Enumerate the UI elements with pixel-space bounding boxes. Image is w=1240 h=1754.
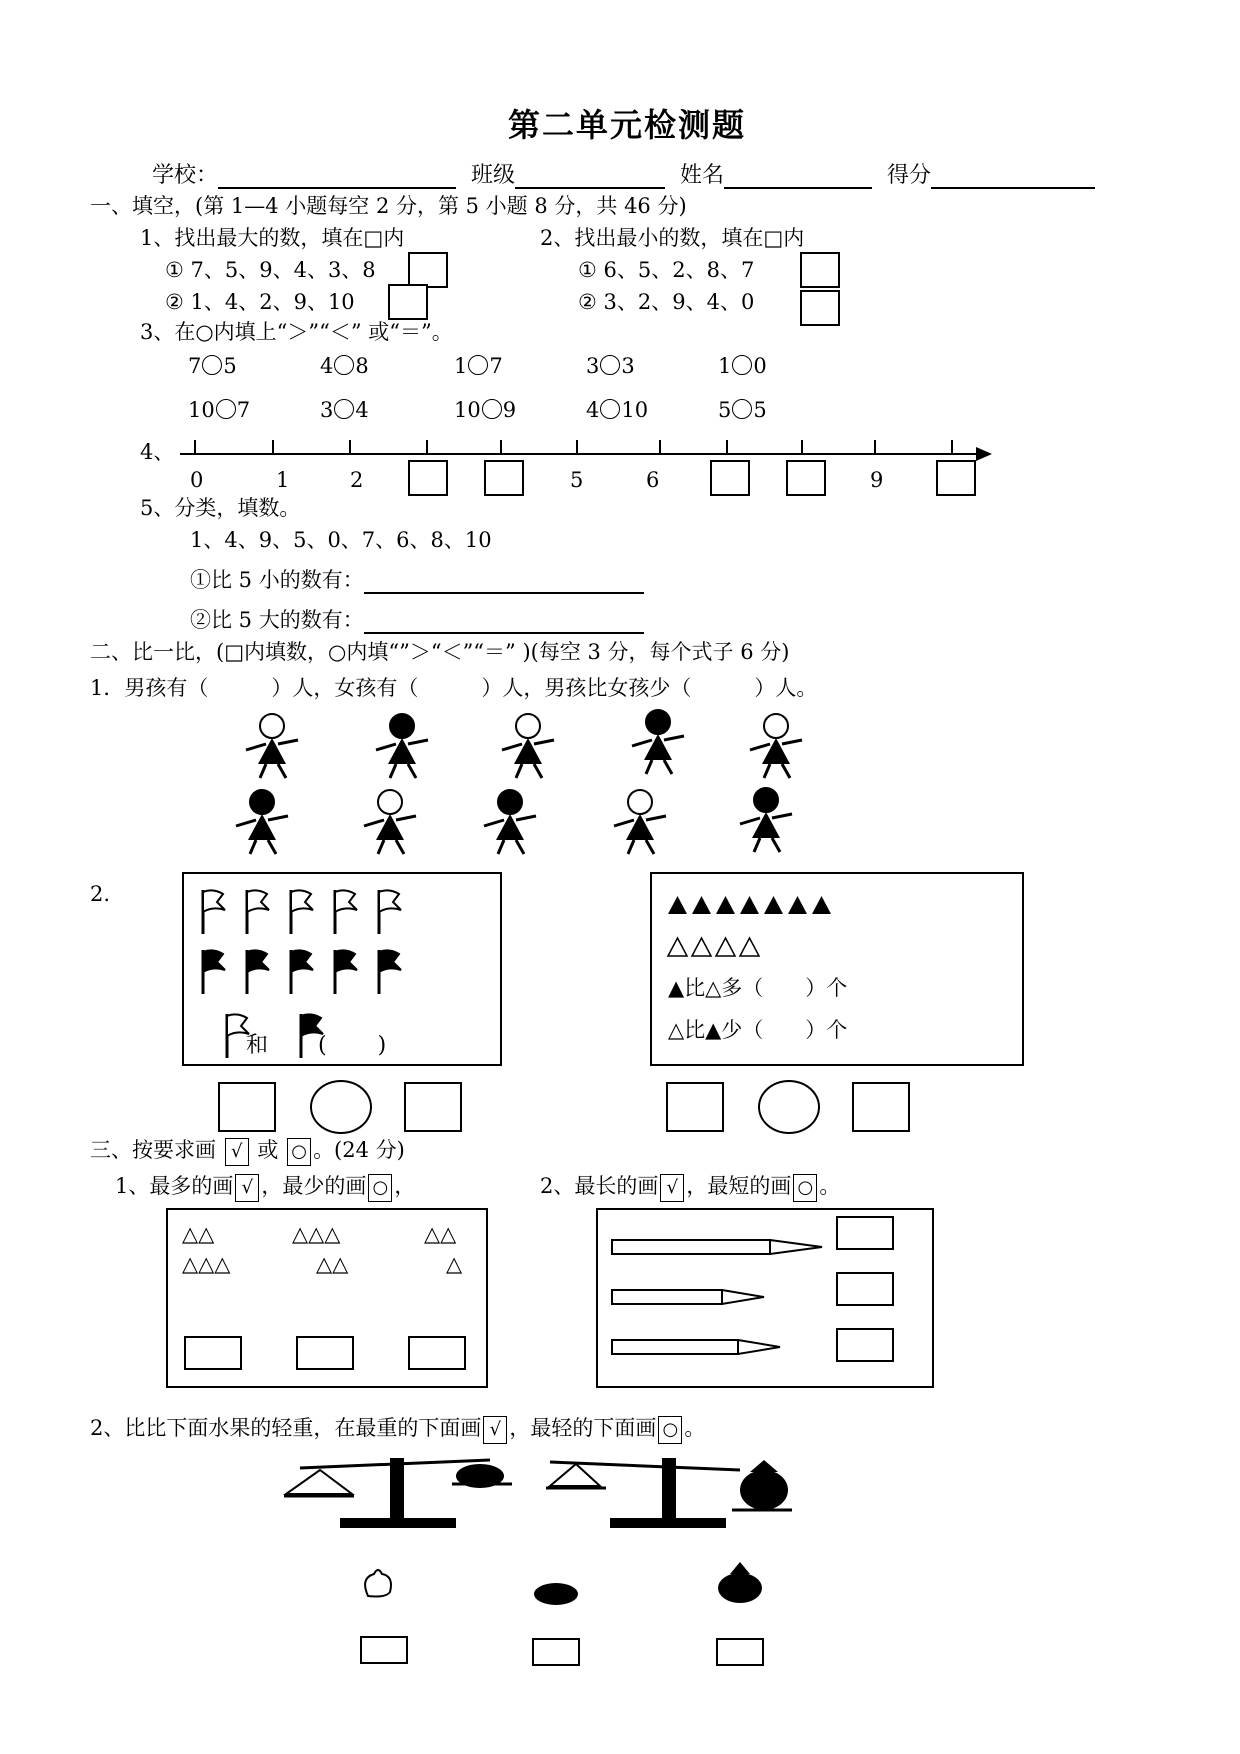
number-line-label: 0 xyxy=(190,468,204,492)
number-line-answer-box[interactable] xyxy=(710,460,750,496)
compare-right: 7 xyxy=(236,398,251,422)
compare-left: 4 xyxy=(320,354,334,378)
compare-item xyxy=(320,398,369,422)
filled-triangle-icon xyxy=(788,896,807,914)
compare-left: 10 xyxy=(454,398,481,422)
compare-left: 3 xyxy=(586,354,600,378)
boy-figure xyxy=(614,790,666,854)
fruit-answer-1[interactable] xyxy=(360,1636,408,1664)
q5-less-label: ①比 5 小的数有： xyxy=(190,564,644,594)
number-line-answer-box[interactable] xyxy=(408,460,448,496)
flag-and-text: 和 xyxy=(246,1033,269,1058)
tri-eq-box-left[interactable] xyxy=(666,1082,724,1132)
q1-a: ① 7、5、9、4、3、8 xyxy=(165,258,376,282)
check-symbol-box: √ xyxy=(235,1174,259,1202)
circle-symbol-box: ○ xyxy=(658,1416,682,1444)
filled-flag-icon xyxy=(247,950,269,994)
compare-left: 10 xyxy=(188,398,215,422)
compare-item xyxy=(320,354,369,378)
fruit-plum-icon xyxy=(532,1582,580,1606)
compare-circle[interactable] xyxy=(732,399,752,419)
number-line-answer-box[interactable] xyxy=(936,460,976,496)
q2-b-answer-box[interactable] xyxy=(800,290,840,326)
pencil-answer-3[interactable] xyxy=(836,1328,894,1362)
compare-item xyxy=(586,354,635,378)
number-line-answer-box[interactable] xyxy=(786,460,826,496)
q2-a-answer-box[interactable] xyxy=(800,252,840,288)
hollow-flag-icon xyxy=(247,890,269,934)
q1-a-answer-box[interactable] xyxy=(408,252,448,288)
girl-figure xyxy=(750,714,802,778)
compare-item xyxy=(454,398,516,422)
compare-left: 1 xyxy=(454,354,468,378)
section2-q1: 1．男孩有（ ）人，女孩有（ ）人，男孩比女孩少（ ）人。 xyxy=(90,676,818,700)
section2-q2-label: 2. xyxy=(90,882,111,906)
q5-greater-field[interactable] xyxy=(364,610,644,634)
compare-item xyxy=(454,354,503,378)
tri-group-4: △△△ xyxy=(182,1252,231,1276)
compare-item xyxy=(586,398,648,422)
class-label: 班级 xyxy=(471,163,516,188)
fruit-pineapple-icon xyxy=(716,1560,764,1604)
compare-right: 5 xyxy=(753,398,767,422)
flag-eq-box-left[interactable] xyxy=(218,1082,276,1132)
scale-right xyxy=(546,1458,792,1528)
girl-figure xyxy=(376,714,428,778)
filled-triangles xyxy=(666,892,866,918)
hollow-flag-icon xyxy=(203,890,225,934)
flag-blank: ( ) xyxy=(318,1033,387,1058)
hollow-triangle-icon xyxy=(668,938,687,956)
circle-symbol-box: ○ xyxy=(368,1174,392,1202)
compare-circle[interactable] xyxy=(482,399,502,419)
page-title: 第二单元检测题 xyxy=(508,106,747,144)
number-line-label: 5 xyxy=(570,468,584,492)
hollow-triangle-icon xyxy=(692,938,711,956)
section1-heading: 一、填空，(第 1—4 小题每空 2 分，第 5 小题 8 分，共 46 分) xyxy=(90,194,687,218)
scale-left xyxy=(284,1458,512,1528)
hollow-flag-icon xyxy=(291,890,313,934)
pencil-medium xyxy=(612,1340,780,1354)
filled-triangle-icon xyxy=(668,896,687,914)
q5-numbers: 1、4、9、5、0、7、6、8、10 xyxy=(190,528,492,552)
filled-triangle-icon xyxy=(692,896,711,914)
flag-eq-circle[interactable] xyxy=(310,1080,372,1134)
pencil-answer-2[interactable] xyxy=(836,1272,894,1306)
q5-less-field[interactable] xyxy=(364,570,644,594)
number-line-label: 6 xyxy=(646,468,660,492)
tri-group-answer-3[interactable] xyxy=(408,1336,466,1370)
filled-flag-icon xyxy=(203,950,225,994)
filled-triangle-icon xyxy=(740,896,759,914)
header-row xyxy=(152,158,1095,189)
pencil-answer-1[interactable] xyxy=(836,1216,894,1250)
hollow-triangles xyxy=(666,934,786,960)
filled-flag-icon xyxy=(291,950,313,994)
hollow-triangle-icon xyxy=(716,938,735,956)
hollow-flag-icon xyxy=(335,890,357,934)
number-line-label: 9 xyxy=(870,468,884,492)
circle-symbol-box: ○ xyxy=(287,1138,311,1166)
compare-circle[interactable] xyxy=(732,355,752,375)
compare-circle[interactable] xyxy=(202,355,222,375)
pencils-illustration xyxy=(610,1226,830,1376)
compare-left: 5 xyxy=(718,398,732,422)
tri-group-answer-2[interactable] xyxy=(296,1336,354,1370)
filled-triangle-icon xyxy=(812,896,831,914)
compare-left: 3 xyxy=(320,398,334,422)
q1-b-answer-box[interactable] xyxy=(388,284,428,320)
girl-figure xyxy=(502,714,554,778)
tri-group-3: △△ xyxy=(424,1222,457,1246)
compare-right: 9 xyxy=(502,398,517,422)
tri-group-2: △△△ xyxy=(292,1222,341,1246)
number-line-label: 1 xyxy=(276,468,290,492)
compare-right: 5 xyxy=(223,354,237,378)
children-illustration xyxy=(210,700,850,870)
tri-group-answer-1[interactable] xyxy=(184,1336,242,1370)
q3-title: 3、在○内填上“＞”“＜” 或“＝”。 xyxy=(140,320,453,344)
tri-group-1: △△ xyxy=(182,1222,215,1246)
number-line-label: 2 xyxy=(350,468,364,492)
compare-right: 3 xyxy=(621,354,635,378)
compare-circle[interactable] xyxy=(600,399,620,419)
compare-circle[interactable] xyxy=(216,399,236,419)
compare-circle[interactable] xyxy=(334,399,354,419)
compare-item xyxy=(188,354,237,378)
hollow-triangle-icon xyxy=(740,938,759,956)
school-field[interactable] xyxy=(218,165,456,189)
compare-circle[interactable] xyxy=(468,355,488,375)
q2-title: 2、找出最小的数，填在□内 xyxy=(540,226,805,250)
compare-left: 7 xyxy=(188,354,202,378)
number-line-answer-box[interactable] xyxy=(484,460,524,496)
fruit-answer-3[interactable] xyxy=(716,1638,764,1666)
boy-figure xyxy=(740,788,792,852)
balance-scales-illustration xyxy=(280,1450,820,1540)
compare-right: 7 xyxy=(489,354,503,378)
compare-circle[interactable] xyxy=(600,355,620,375)
compare-item xyxy=(718,354,767,378)
pencil-short xyxy=(612,1290,764,1304)
pencil-long xyxy=(612,1240,822,1254)
score-field[interactable] xyxy=(931,165,1095,189)
class-field[interactable] xyxy=(515,165,665,189)
number-line xyxy=(180,438,1000,462)
q1-title: 1、找出最大的数，填在□内 xyxy=(140,226,405,250)
section2-heading: 二、比一比，(□内填数，○内填“”＞“＜”“＝” )(每空 3 分，每个式子 6 分) xyxy=(90,640,790,664)
filled-triangle-icon xyxy=(716,896,735,914)
tri-group-5: △△ xyxy=(316,1252,349,1276)
fruit-answer-2[interactable] xyxy=(532,1638,580,1666)
compare-right: 10 xyxy=(621,398,649,422)
q5-title: 5、分类，填数。 xyxy=(140,496,301,520)
tri-eq-box-right[interactable] xyxy=(852,1082,910,1132)
compare-circle[interactable] xyxy=(334,355,354,375)
compare-right: 8 xyxy=(355,354,369,378)
girl-figure xyxy=(246,714,298,778)
tri-more-text: ▲比△多（ ）个 xyxy=(668,976,848,1000)
fruit-question: 2、比比下面水果的轻重，在最重的下面画 √ ，最轻的下面画 ○ 。 xyxy=(90,1412,705,1444)
q1-b: ② 1、4、2、9、10 xyxy=(165,290,355,314)
boy-figure xyxy=(364,790,416,854)
filled-flag-icon xyxy=(379,950,401,994)
girl-figure xyxy=(632,710,684,774)
compare-item xyxy=(718,398,767,422)
q2-a: ① 6、5、2、8、7 xyxy=(578,258,755,282)
boy-figure xyxy=(484,790,536,854)
fruit-peach-icon xyxy=(360,1564,400,1600)
filled-triangle-icon xyxy=(764,896,783,914)
check-symbol-box: √ xyxy=(483,1416,507,1444)
compare-item xyxy=(188,398,250,422)
tri-eq-circle[interactable] xyxy=(758,1080,820,1134)
compare-left: 4 xyxy=(586,398,600,422)
check-symbol-box: √ xyxy=(660,1174,684,1202)
name-field[interactable] xyxy=(724,165,872,189)
compare-right: 4 xyxy=(355,398,369,422)
section3-heading: 三、按要求画 √ 或 ○ 。(24 分) xyxy=(90,1134,405,1166)
q4-label: 4、 xyxy=(140,440,175,464)
flag-eq-box-right[interactable] xyxy=(404,1082,462,1132)
tri-group-6: △ xyxy=(446,1252,463,1276)
compare-right: 0 xyxy=(753,354,767,378)
name-label: 姓名 xyxy=(680,163,725,188)
q2-b: ② 3、2、9、4、0 xyxy=(578,290,755,314)
compare-left: 1 xyxy=(718,354,732,378)
q5-greater-label: ②比 5 大的数有： xyxy=(190,604,644,634)
section3-q1: 1、最多的画 √ ，最少的画 ○ ， xyxy=(115,1170,415,1202)
score-label: 得分 xyxy=(887,163,932,188)
boy-figure xyxy=(236,790,288,854)
hollow-flag-icon xyxy=(379,890,401,934)
school-label: 学校： xyxy=(152,163,219,188)
section3-q2: 2、最长的画 √ ，最短的画 ○ 。 xyxy=(540,1170,840,1202)
filled-flag-icon xyxy=(335,950,357,994)
tri-less-text: △比▲少（ ）个 xyxy=(668,1018,848,1042)
check-symbol-box: √ xyxy=(225,1138,249,1166)
circle-symbol-box: ○ xyxy=(793,1174,817,1202)
